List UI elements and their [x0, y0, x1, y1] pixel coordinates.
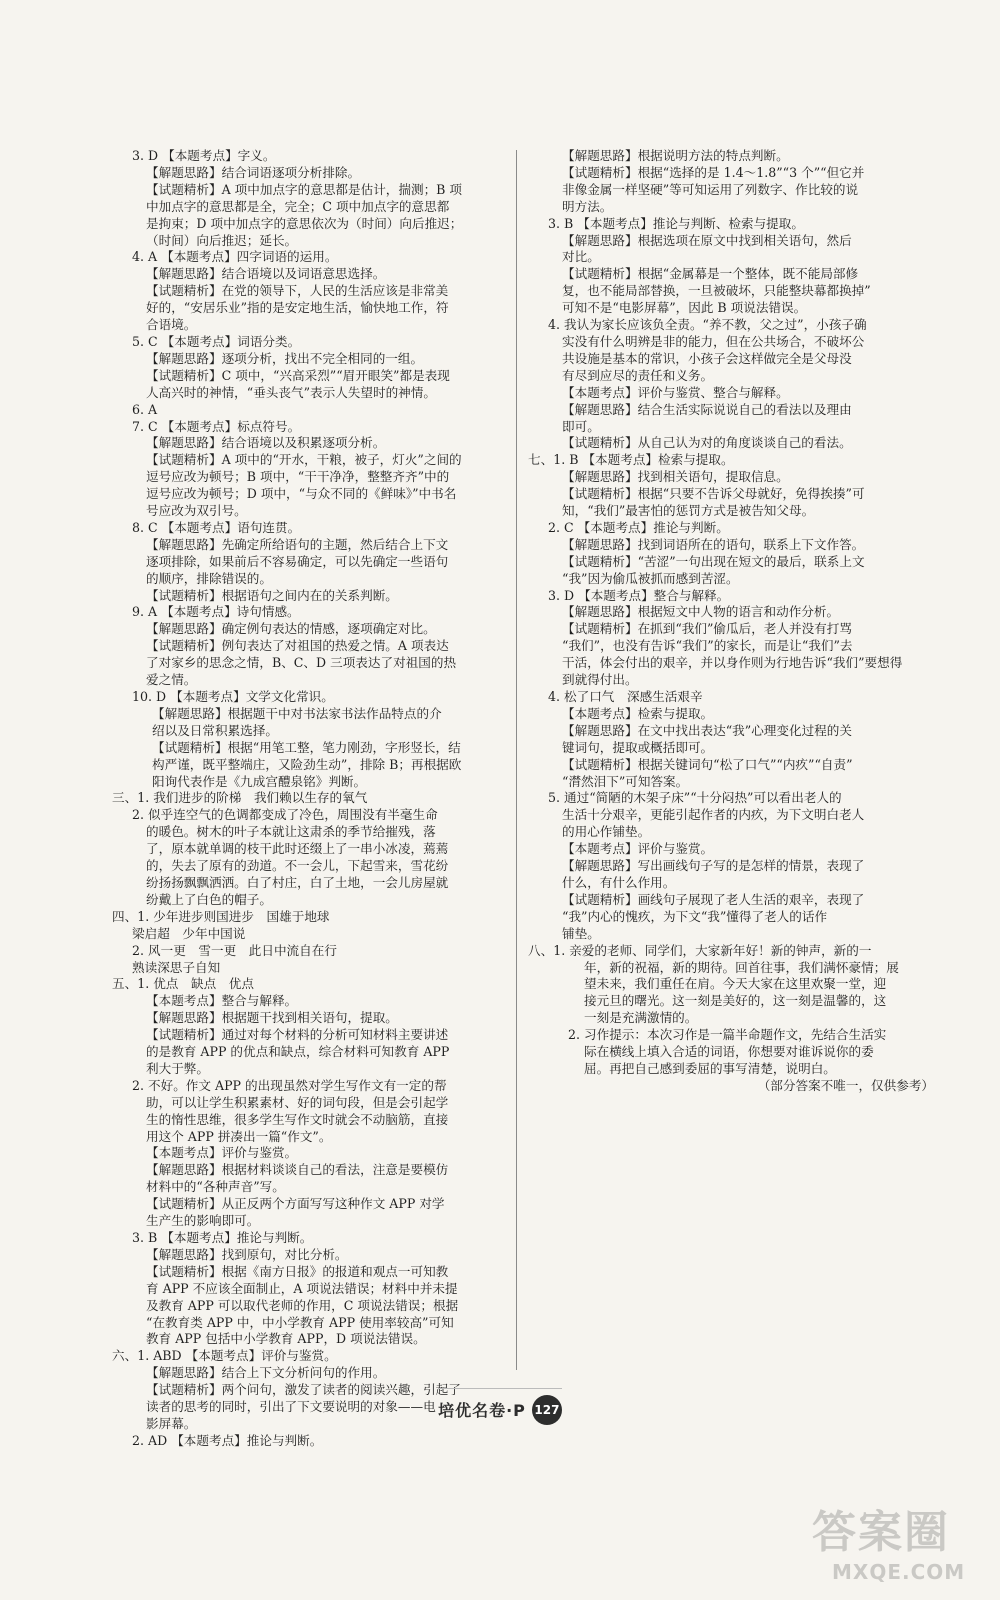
answer-line: 到就得付出。: [562, 672, 638, 688]
answer-line: 【试题精析】根据关键词句“松了口气”“内疚”“自责”: [562, 756, 853, 772]
answer-line: 8. C 【本题考点】语句连贯。: [132, 519, 301, 535]
footer-brand-group: [438, 1388, 562, 1425]
answer-line: “我们”，也没有告诉“我们”的家长，而是让“我们”去: [562, 638, 853, 654]
answer-line: 2. 习作提示：本次习作是一篇半命题作文，先结合生活实: [568, 1027, 887, 1043]
answer-line: 4. 松了口气 深感生活艰辛: [548, 689, 703, 704]
answer-line: 阳询代表作是《九成宫醴泉铭》判断。: [152, 773, 367, 789]
answer-line: 读者的思考的同时，引出了下文要说明的对象——电: [146, 1399, 436, 1415]
answer-line: 干活，体会付出的艰辛，并以身作则为行地告诉“我们”要想得: [562, 655, 903, 671]
answer-line: 望未来，我们重任在肩。今天大家在这里欢聚一堂，迎: [584, 976, 887, 992]
answer-line: 7. C 【本题考点】标点符号。: [132, 418, 301, 434]
answer-line: 中加点字的意思都是全，完全；C 项中加点字的意思都: [146, 198, 450, 214]
answer-line: 及教育 APP 可以取代老师的作用，C 项说法错误；根据: [146, 1297, 459, 1313]
answer-line: 是拘束；D 项中加点字的意思依次为（时间）向后推迟；: [146, 215, 463, 231]
answer-line: 绍以及日常积累选择。: [152, 722, 278, 738]
answer-line: 有尽到应尽的责任和义务。: [562, 367, 714, 383]
answer-line: 爱之情。: [146, 672, 197, 688]
answer-line: （时间）向后推迟；延长。: [146, 232, 298, 248]
answer-line: 构严谨，既平整端庄，又险劲生动”，排除 B；再根据欧: [152, 756, 462, 772]
answer-line: 【解题思路】结合语境以及积累逐项分析。: [146, 435, 386, 451]
answer-line: 4. A 【本题考点】四字词语的运用。: [132, 249, 338, 265]
answer-line: 育 APP 不应该全面制止，A 项说法错误；材料中并未提: [146, 1280, 458, 1296]
answer-line: “我”因为偷瓜被抓而感到苦涩。: [562, 570, 739, 586]
answer-line: 一刻是充满激情的。: [584, 1010, 698, 1026]
watermark-logo: 答案圈: [812, 1507, 950, 1558]
answer-line: 助，可以让学生积累素材、好的词句段，但是会引起学: [146, 1094, 449, 1110]
answer-line: 生产生的影响即可。: [146, 1213, 260, 1229]
answer-line: 什么，有什么作用。: [562, 874, 676, 890]
answer-line: 好的，“安居乐业”指的是安定地生活，愉快地工作，符: [146, 300, 449, 316]
answer-line: 【试题精析】根据“只要不告诉父母就好，免得挨揍”可: [562, 486, 865, 502]
answer-line: 八、1. 亲爱的老师、同学们，大家新年好！新的钟声，新的一: [528, 942, 872, 958]
answer-line: 逗号应改为顿号；D 项中，“与众不同的《鲜味》”中书名: [146, 486, 457, 502]
answer-line: 5. C 【本题考点】词语分类。: [132, 333, 301, 349]
answer-line: 【解题思路】找到相关语句，提取信息。: [562, 469, 789, 485]
answer-line: 【本题考点】评价与鉴赏。: [146, 1145, 298, 1161]
answer-line: 【本题考点】整合与解释。: [146, 993, 298, 1009]
answer-line: 逐项排除，如果前后不容易确定，可以先确定一些语句: [146, 553, 449, 569]
answer-line: 3. D 【本题考点】字义。: [132, 148, 276, 163]
answer-line: “我”内心的愧疚，为下文“我”懂得了老人的话作: [562, 908, 828, 924]
answer-line: 【试题精析】“苦涩”一句出现在短文的最后，联系上文: [562, 553, 865, 569]
answer-line: 【试题精析】C 项中，“兴高采烈”“眉开眼笑”都是表现: [146, 367, 450, 383]
watermark-url: MXQE.COM: [832, 1560, 966, 1584]
answer-line: 【试题精析】例句表达了对祖国的热爱之情。A 项表达: [146, 638, 449, 654]
answer-line: 合语境。: [146, 317, 197, 333]
page-number: 127: [532, 1395, 562, 1425]
answer-line: 2. C 【本题考点】推论与判断。: [548, 519, 729, 535]
answer-line: 10. D 【本题考点】文学文化常识。: [132, 689, 334, 704]
answer-line: 【本题考点】评价与鉴赏、整合与解释。: [562, 384, 789, 400]
answer-line: 了，原本就单调的枝干此时还缀上了一串小冰凌，蔫蔫: [146, 841, 449, 857]
page-footer: [0, 1386, 1000, 1426]
answer-line: 六、1. ABD 【本题考点】评价与鉴赏。: [112, 1348, 337, 1364]
answer-line: 【试题精析】根据“用笔工整，笔力刚劲，字形竖长，结: [152, 739, 461, 755]
answer-line: 【本题考点】评价与鉴赏。: [562, 841, 714, 857]
answer-line: 【试题精析】根据语句之间内在的关系判断。: [146, 587, 398, 603]
answer-line: 的顺序，排除错误的。: [146, 570, 272, 586]
answer-line: 材料中的“各种声音”写。: [146, 1179, 285, 1195]
answer-line: 铺垫。: [562, 925, 600, 941]
answer-line: 【试题精析】从正反两个方面写写这种作文 APP 对学: [146, 1196, 445, 1212]
answer-line: 【试题精析】根据“金属幕是一个整体，既不能局部修: [562, 266, 859, 282]
answer-line: 【试题精析】在抓到“我们”偷瓜后，老人并没有打骂: [562, 621, 852, 637]
answer-line: 【解题思路】先确定所给语句的主题，然后结合上下文: [146, 536, 449, 552]
answer-note: （部分答案不唯一，仅供参考）: [757, 1077, 934, 1093]
answer-line: 屈。再把自己感到委屈的事写清楚，说明白。: [584, 1060, 836, 1076]
answer-line: 逗号应改为顿号；B 项中，“干干净净，整整齐齐”中的: [146, 469, 450, 485]
answer-line: 【试题精析】A 项中加点字的意思都是估计，揣测；B 项: [146, 181, 463, 197]
answer-line: 的，失去了原有的劲道。不一会儿，下起雪来，雪花纷: [146, 858, 449, 874]
answer-line: 五、1. 优点 缺点 优点: [112, 976, 254, 992]
answer-line: 【解题思路】结合上下文分析问句的作用。: [146, 1365, 386, 1381]
answer-line: 2. AD 【本题考点】推论与判断。: [132, 1432, 323, 1448]
answer-line: “潸然泪下”可知答案。: [562, 773, 689, 789]
answer-line: 【解题思路】找到原句，对比分析。: [146, 1246, 348, 1262]
answer-line: 明方法。: [562, 198, 613, 214]
answer-line: “在教育类 APP 中，中小学教育 APP 使用率较高”可知: [146, 1314, 454, 1330]
answer-line: 非像金属一样坚硬”等可知运用了列数字、作比较的说: [562, 181, 859, 197]
answer-line: 【试题精析】A 项中的“开水，干粮，被子，灯火”之间的: [146, 452, 462, 468]
answer-line: 【试题精析】根据《南方日报》的报道和观点一可知教: [146, 1263, 449, 1279]
answer-line: 【解题思路】确定例句表达的情感，逐项确定对比。: [146, 621, 436, 637]
answer-line: 键词句，提取或概括即可。: [562, 739, 714, 755]
answer-line: 9. A 【本题考点】诗句情感。: [132, 604, 300, 620]
answer-line: 【解题思路】结合词语逐项分析排除。: [146, 164, 361, 180]
answer-line: 【解题思路】根据说明方法的特点判断。: [562, 148, 789, 163]
answer-line: 【解题思路】找到词语所在的语句，联系上下文作答。: [562, 536, 865, 552]
answer-line: 教育 APP 包括中小学教育 APP，D 项说法错误。: [146, 1331, 426, 1347]
answer-line: 【解题思路】根据短文中人物的语言和动作分析。: [562, 604, 840, 620]
answer-line: 的是教育 APP 的优点和缺点，综合材料可知教育 APP: [146, 1044, 450, 1060]
answer-line: 共设施是基本的常识，小孩子会这样做完全是父母没: [562, 350, 852, 366]
right-column: [528, 148, 940, 1095]
answer-line: 2. 似乎连空气的色调都变成了冷色，周围没有半毫生命: [132, 807, 438, 823]
answer-line: 纷扬扬飘飘洒洒。白了村庄，白了土地，一会儿房屋就: [146, 874, 449, 890]
answer-line: 七、1. B 【本题考点】检索与提取。: [528, 452, 734, 468]
answer-line: 熟读深思子自知: [132, 959, 221, 975]
answer-line: 复，也不能局部替换，一旦被破坏，只能整块幕都换掉”: [562, 283, 871, 299]
answer-line: 5. 通过“简陋的木架子床”“十分闷热”可以看出老人的: [548, 790, 842, 806]
answer-line: 了对家乡的思念之情，B、C、D 三项表达了对祖国的热: [146, 655, 457, 671]
answer-line: 6. A: [132, 401, 158, 417]
answer-line: 利大于弊。: [146, 1060, 209, 1076]
answer-line: 年，新的祝福，新的期待。回首往事，我们满怀豪情；展: [584, 959, 899, 975]
answer-line: 对比。: [562, 249, 600, 265]
column-divider: [516, 150, 517, 1370]
answer-line: 知，“我们”最害怕的惩罚方式是被告知父母。: [562, 503, 815, 519]
answer-line: 4. 我认为家长应该负全责。“养不教，父之过”，小孩子确: [548, 317, 867, 333]
answer-line: 四、1. 少年进步则国进步 国雄于地球: [112, 908, 330, 924]
answer-line: 【试题精析】两个问句，激发了读者的阅读兴趣，引起了: [146, 1382, 461, 1398]
answer-line: 【试题精析】根据“选择的是 1.4～1.8”“3 个”“但它并: [562, 164, 865, 180]
answer-line: 【解题思路】逐项分析，找出不完全相同的一组。: [146, 350, 424, 366]
answer-line: 2. 不好。作文 APP 的出现虽然对学生写作文有一定的帮: [132, 1077, 447, 1093]
answer-line: 【试题精析】通过对每个材料的分析可知材料主要讲述: [146, 1027, 449, 1043]
answer-line: 用这个 APP 拼凑出一篇“作文”。: [146, 1128, 332, 1144]
answer-line: 【试题精析】画线句子展现了老人生活的艰辛，表现了: [562, 891, 865, 907]
answer-line: 【试题精析】从自己认为对的角度谈谈自己的看法。: [562, 435, 852, 451]
answer-line: 生活十分艰辛，更能引起作者的内疚，为下文明白老人: [562, 807, 865, 823]
answer-line: 即可。: [562, 418, 600, 434]
answer-line: 生的惰性思维，很多学生写作文时就会不动脑筋，直接: [146, 1111, 449, 1127]
answer-line: 影屏幕。: [146, 1415, 197, 1431]
answer-line: 际在横线上填入合适的词语，你想要对谁诉说你的委: [584, 1044, 874, 1060]
answer-line: 梁启超 少年中国说: [132, 925, 246, 941]
answer-line: 号应改为双引号。: [146, 503, 247, 519]
answer-line: 【本题考点】检索与提取。: [562, 705, 714, 721]
right-column-lines: [528, 148, 940, 1078]
answer-line: 2. 风一更 雪一更 此日中流自在行: [132, 942, 337, 958]
answer-line: 人高兴时的神情，“垂头丧气”表示人失望时的神情。: [146, 384, 436, 400]
answer-line: 【解题思路】根据选项在原文中找到相关语句，然后: [562, 232, 852, 248]
answer-line: 实没有什么明辨是非的能力，但在公共场合，不破坏公: [562, 333, 865, 349]
answer-line: 【解题思路】结合语境以及词语意思选择。: [146, 266, 386, 282]
answer-line: 的暖色。树木的叶子本就让这肃杀的季节给摧残，落: [146, 824, 436, 840]
answer-line: 【解题思路】结合生活实际说说自己的看法以及理由: [562, 401, 852, 417]
answer-line: 【解题思路】在文中找出表达“我”心理变化过程的关: [562, 722, 852, 738]
answer-line: 【解题思路】写出画线句子写的是怎样的情景，表现了: [562, 858, 865, 874]
answer-line: 三、1. 我们进步的阶梯 我们赖以生存的氧气: [112, 790, 368, 806]
answer-line: 的用心作铺垫。: [562, 824, 651, 840]
answer-line: 3. B 【本题考点】推论与判断、检索与提取。: [548, 215, 804, 231]
answer-line: 3. D 【本题考点】整合与解释。: [548, 587, 730, 603]
answer-line: 3. B 【本题考点】推论与判断。: [132, 1230, 313, 1245]
answer-line: 【解题思路】根据题干找到相关语句，提取。: [146, 1010, 398, 1026]
answer-line: 可知不是“电影屏幕”，因此 B 项说法错误。: [562, 300, 807, 316]
answer-line: 【试题精析】在党的领导下，人民的生活应该是非常美: [146, 283, 449, 299]
answer-line: 【解题思路】根据材料谈谈自己的看法，注意是要模仿: [146, 1162, 449, 1178]
left-column: [112, 148, 508, 1450]
answer-line: 接元旦的曙光。这一刻是美好的，这一刻是温馨的，这: [584, 993, 887, 1009]
brand-name: 培优名卷·P: [438, 1401, 526, 1420]
answer-line: 【解题思路】根据题干中对书法家书法作品特点的介: [152, 705, 442, 721]
answer-line: 纷戴上了白色的帽子。: [146, 891, 272, 907]
